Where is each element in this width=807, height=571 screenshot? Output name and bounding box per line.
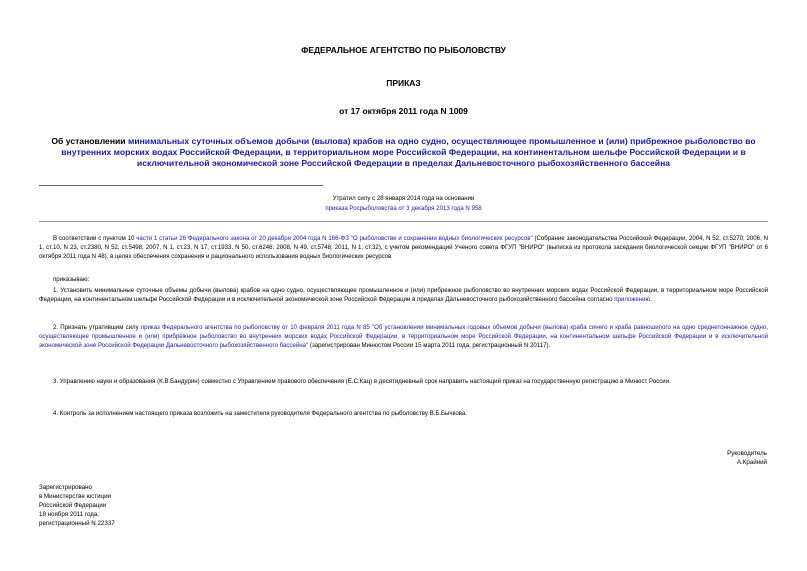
order-word-text: приказываю: [53,276,90,283]
document-title [36,136,771,169]
title-divider [39,185,323,186]
registration-line-5: регистрационный N 22337 [39,520,115,527]
title-line-3[interactable]: исключительной экономической зоне Российской Федерации в пределах Дальневосточного рыбохозяйственного бассейна [136,158,671,168]
registration-line-3: Российской Федерации [39,502,107,509]
registration-block [39,483,115,528]
paragraph-1 [39,287,768,305]
order-word [39,276,768,285]
agency-name: ФЕДЕРАЛЬНОЕ АГЕНТСТВО ПО РЫБОЛОВСТВУ [301,45,506,55]
preamble-paragraph [39,235,768,261]
paragraph-2-end: (зарегистрирован Минюстом России 15 марта 2011 года, регистрационный N 20117). [308,341,551,349]
invalidated-link[interactable]: приказа Росрыболовства от 3 декабря 2013 года N 958 [325,205,482,212]
signer-position: Руководитель [727,450,767,457]
paragraph-4 [39,410,768,419]
title-prefix: Об установлении [51,136,128,146]
registration-line-2: в Министерстве юстиции [39,493,112,500]
paragraph-3 [39,378,768,387]
title-line-1 [36,136,771,147]
paragraph-4-text: 4. Контроль за исполнением настоящего приказа возложить на заместителя руководителя Федерального агентства по рыболовству В.Б.Бычкова. [53,410,467,417]
signer-name: А.Крайний [736,459,767,466]
title-link[interactable]: минимальных суточных объемов добычи (вылова) крабов на одно судно, осуществляющее промышленное и (или) прибрежное рыболовство во [127,136,756,146]
invalidated-note: Утратил силу с 28 января 2014 года на основании [332,195,475,202]
registration-line-4: 18 ноября 2011 года, [39,511,100,518]
title-line-2[interactable]: внутренних морских водах Российской Федерации, в территориальном море Российской Федерации, на континентальном шельфе Российской Федерации и в [61,147,746,157]
paragraph-3-text: 3. Управлению науки и образования (К.В.Бандурин) совместно с Управлением правового обеспечения (Е.С.Кац) в десятидневный срок направить настоящий приказ на государственную регистрацию в Минюст России. [53,378,671,385]
doc-type: ПРИКАЗ [386,78,421,88]
paragraph-2 [39,324,768,350]
preamble-text-1: В соответствии с пунктом 10 [53,235,137,242]
appendix-link[interactable]: приложению [614,295,651,303]
paragraph-2-text: 2. Признать утратившим силу [53,324,141,331]
paragraph-1-end: . [650,295,652,303]
preamble-text-2: (Собрание законодательства Российской Федерации, 2004, N 52, ст.5270; 2006, N 1, ст.10, N 23, ст.2380, N 52, ст.5498; 2007, N 1, ст.23, N 17, ст.1933, N 50, ст.6246; 2008, N 49, ст.5748; 2011, N 1, ст.32), с учетом рекомендаций Ученого совета ФГУП "ВНИРО" (выписка из протокола заседания биологической секции ФГУП "ВНИРО" от 6 октября 2011 года N 48), в целях обеспечения сохранения и рационального использования водных биологических ресурсов [39,235,768,260]
registration-line-1: Зарегистрировано [39,484,92,491]
section-divider [39,221,768,222]
federal-law-link[interactable]: части 1 статьи 26 Федерального закона от 20 декабря 2004 года N 166-ФЗ "О рыболовстве и сохранении водных биологических ресурсов" [136,235,533,242]
paragraph-1-text: 1. Установить минимальные суточные объемы добычи (вылова) крабов на одно судно, осуществляющее промышленное и (или) прибрежное рыболовство во внутренних морских водах Российской Федерации, в территориальном море Российской Федерации, на континентальном шельфе Российской Федерации и в исключительной экономической зоне Российской Федерации в пределах Дальневосточного рыбохозяйственного бассейна согласно [39,287,768,303]
signature-block [727,449,767,467]
repealed-order-link[interactable]: приказ Федерального агентства по рыболовству от 10 февраля 2011 года N 85 "Об установлении минимальных годовых объемов добычи (вылова) краба синего и краба равношипого на одно среднетоннажное судно, осуществляющее промышленное и (или) прибрежное рыболовство во внутренних морских водах Российской Федерации, в территориальном море Российской Федерации, на континентальном шельфе Российской Федерации и в исключительной экономической зоне Российской Федерации Дальневосточного рыбохозяйственного бассейна" [39,324,769,349]
doc-date: от 17 октября 2011 года N 1009 [339,106,468,116]
